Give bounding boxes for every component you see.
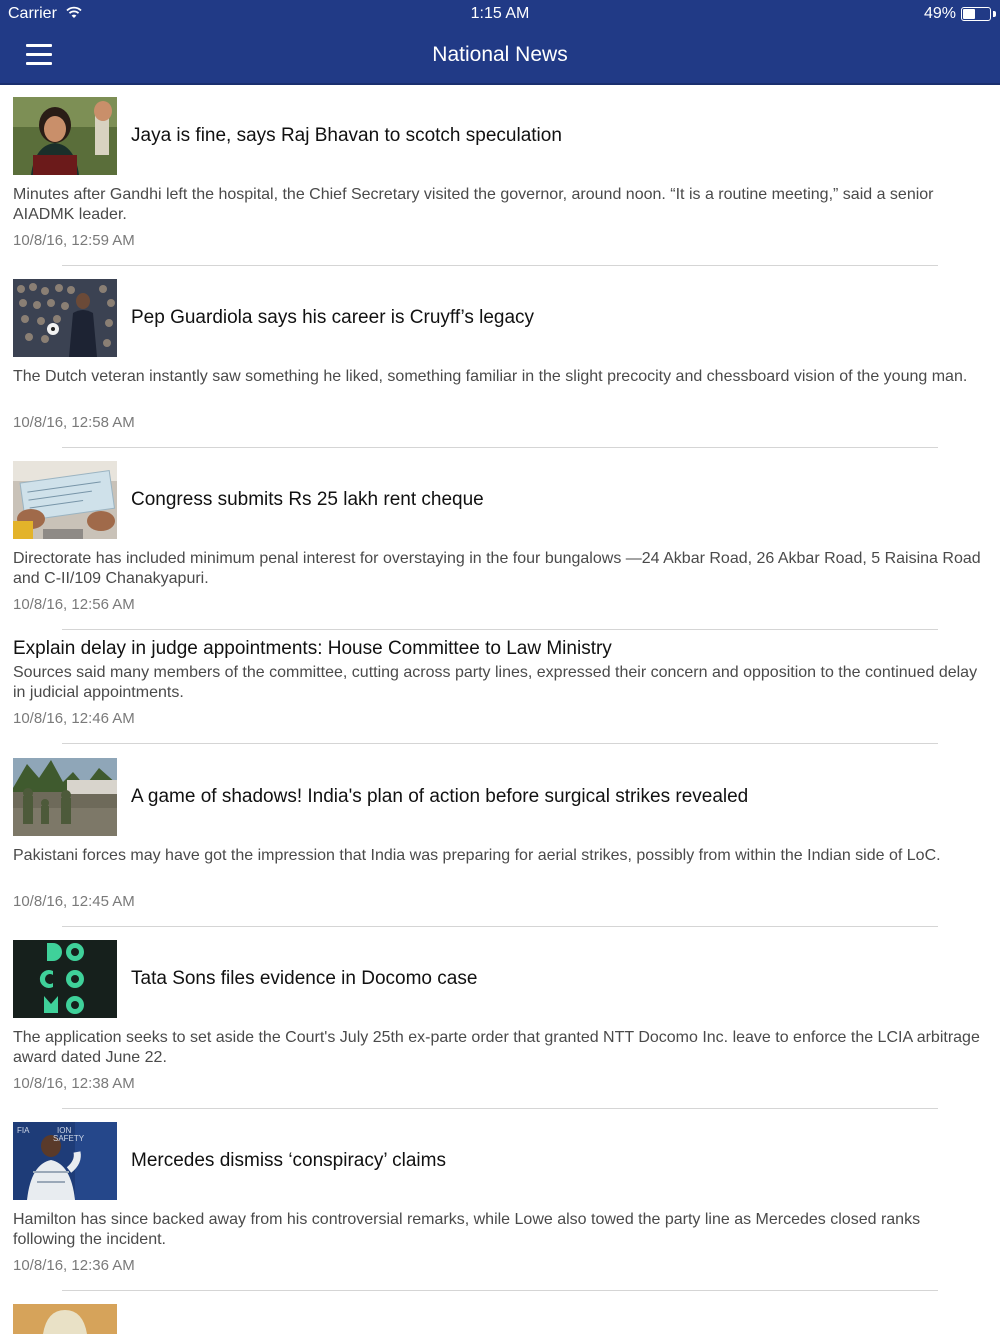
news-item[interactable] [0,97,1000,267]
divider [62,743,938,744]
article-thumbnail [13,279,117,357]
article-date: 10/8/16, 12:46 AM [13,710,135,727]
article-thumbnail [13,940,117,1018]
article-headline[interactable]: A game of shadows! India's plan of action before surgical strikes revealed [131,786,749,807]
article-summary: Directorate has included minimum penal interest for overstaying in the four bungalows —24 Akbar Road, 26 Akbar Road, 5 Raisina Road and C-II/109 Chanakyapuri. [13,550,981,587]
divider [62,1108,938,1109]
divider [62,447,938,448]
news-item[interactable] [0,279,1000,449]
article-summary: Sources said many members of the committee, cutting across party lines, expressed their concern and opposition to the continued delay in judicial appointments. [13,664,978,701]
news-item[interactable] [0,940,1000,1110]
news-item[interactable] [0,1122,1000,1292]
nav-bar [0,28,1000,85]
article-summary: Minutes after Gandhi left the hospital, the Chief Secretary visited the governor, around noon. “It is a routine meeting,” said a senior AIADMK leader. [13,186,934,223]
article-headline[interactable]: Jaya is fine, says Raj Bhavan to scotch speculation [131,125,562,146]
article-date: 10/8/16, 12:56 AM [13,596,135,613]
thumbnail-overlay-text: FIA [17,1126,30,1135]
page-title: National News [432,43,568,66]
news-item[interactable] [0,636,1000,746]
news-item[interactable] [0,758,1000,928]
thumbnail-overlay-text: SAFETY [53,1134,85,1143]
news-item[interactable] [0,1304,1000,1334]
article-thumbnail [13,758,117,836]
battery-level [963,9,975,19]
clock: 1:15 AM [470,5,530,22]
article-date: 10/8/16, 12:58 AM [13,414,135,431]
divider [62,629,938,630]
article-headline[interactable]: Tata Sons files evidence in Docomo case [131,968,478,989]
carrier-label: Carrier [8,5,57,22]
article-thumbnail [13,461,117,539]
news-item[interactable] [0,461,1000,631]
divider [62,926,938,927]
article-date: 10/8/16, 12:45 AM [13,893,135,910]
article-thumbnail [13,97,117,175]
battery-percent: 49% [923,5,956,22]
article-headline[interactable]: Pep Guardiola says his career is Cruyff’s legacy [131,307,535,328]
article-summary: The Dutch veteran instantly saw something he liked, something familiar in the slight precocity and chessboard vision of the young man. [13,368,968,385]
article-headline[interactable]: Mercedes dismiss ‘conspiracy’ claims [131,1150,446,1171]
battery-icon [961,7,991,21]
article-summary: Pakistani forces may have got the impression that India was preparing for aerial strikes, possibly from within the Indian side of LoC. [13,847,941,864]
divider [62,265,938,266]
thumbnail-overlay-text: ION [57,1126,72,1135]
article-date: 10/8/16, 12:38 AM [13,1075,135,1092]
battery-tip [993,11,996,17]
article-headline[interactable]: Explain delay in judge appointments: House Committee to Law Ministry [13,638,612,659]
article-headline[interactable]: Congress submits Rs 25 lakh rent cheque [131,489,484,510]
article-summary: The application seeks to set aside the Court's July 25th ex-parte order that granted NTT Docomo Inc. leave to enforce the LCIA arbitrage award dated June 22. [13,1029,980,1066]
article-date: 10/8/16, 12:36 AM [13,1257,135,1274]
status-bar [0,0,1000,28]
article-summary: Hamilton has since backed away from his controversial remarks, while Lowe also towed the party line as Mercedes closed ranks following the incident. [13,1211,921,1248]
article-thumbnail [13,1304,117,1334]
article-date: 10/8/16, 12:59 AM [13,232,135,249]
divider [62,1290,938,1291]
docomo-logo [13,940,117,1018]
article-thumbnail [13,1122,117,1200]
